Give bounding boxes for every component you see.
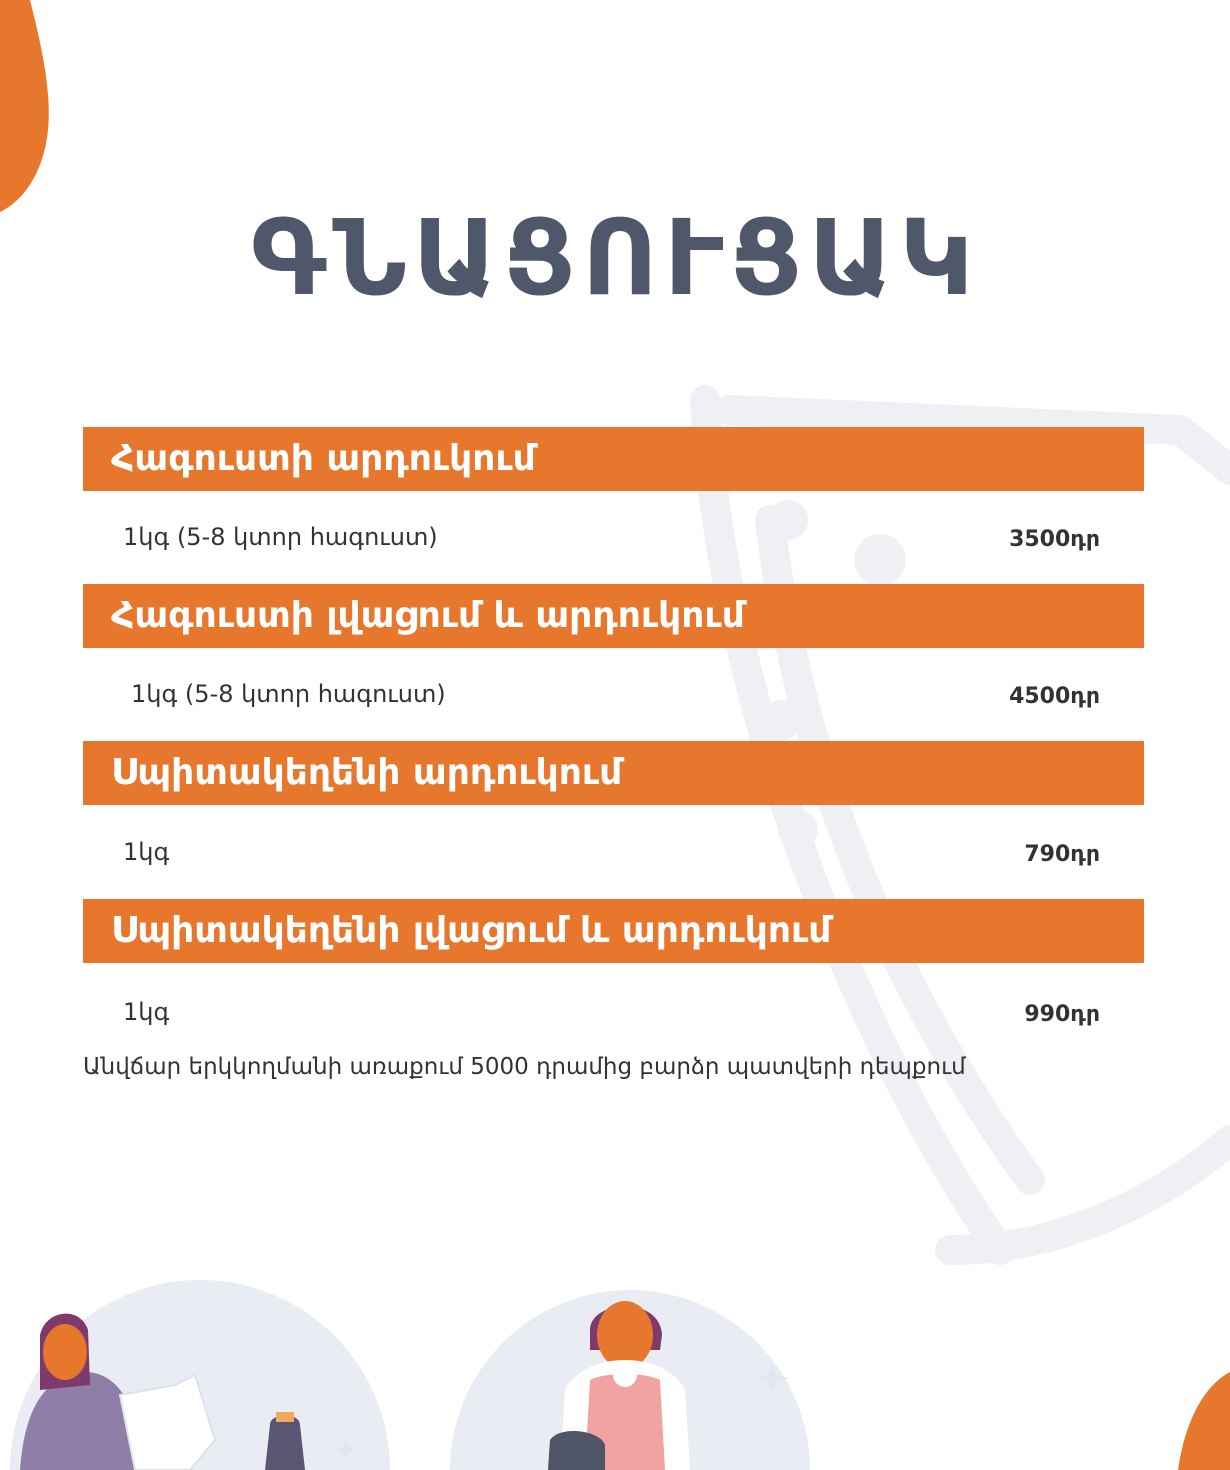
item-label: 1կգ [123, 998, 170, 1026]
section-header-ironing: Հագուստի արդուկում [83, 427, 1144, 491]
free-delivery-note: Անվճար երկկողմանի առաքում 5000 դրամից բարձր պատվերի դեպքում [83, 1054, 966, 1080]
item-price: 990դր [1024, 1002, 1100, 1027]
orange-blob-icon [0, 0, 49, 212]
woman-laundry-illustration-icon [10, 1280, 390, 1470]
item-label: 1կգ (5-8 կտոր հագուստ) [131, 680, 446, 708]
item-label: 1կգ (5-8 կտոր հագուստ) [123, 523, 438, 551]
section-header-linen-wash-and-iron: Սպիտակեղենի լվացում և արդուկում [83, 899, 1144, 963]
section-header-linen-ironing: Սպիտակեղենի արդուկում [83, 741, 1144, 805]
woman-ironing-illustration-icon [450, 1290, 810, 1470]
item-price: 3500դր [1009, 527, 1100, 552]
item-price: 4500դր [1009, 684, 1100, 709]
item-label: 1կգ [123, 838, 170, 866]
item-price: 790դր [1024, 842, 1100, 867]
section-header-wash-and-iron: Հագուստի լվացում և արդուկում [83, 584, 1144, 648]
bottom-illustration [0, 1280, 1230, 1470]
page-title: ԳՆԱՑՈՒՑԱԿ [250, 197, 980, 319]
